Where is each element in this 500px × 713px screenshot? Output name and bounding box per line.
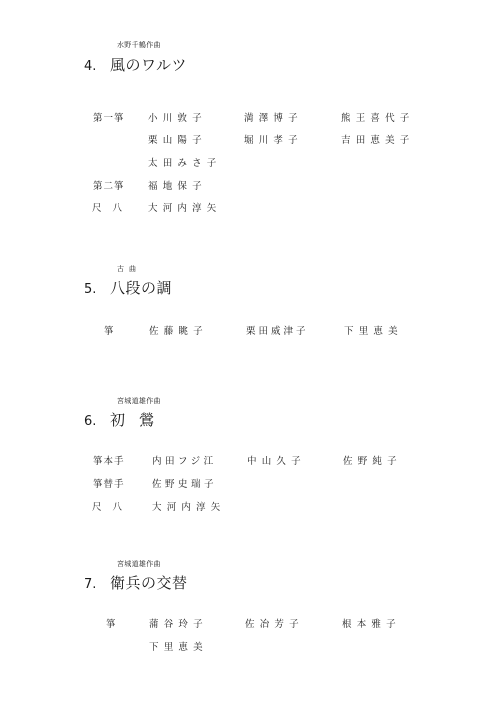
piece-heading	[84, 572, 188, 593]
piece-number: 4.	[84, 59, 97, 74]
instrument-label: 箏本手	[93, 456, 125, 467]
performer-row	[0, 499, 500, 515]
performer-name: 福地保子	[148, 181, 207, 192]
piece-heading	[84, 54, 187, 75]
performer-name: 大河内淳矢	[148, 203, 222, 214]
instrument-label: 箏	[104, 326, 115, 337]
instrument-label: 第一箏	[93, 113, 125, 124]
performer-name: 佐野純子	[343, 456, 402, 467]
performer-row	[0, 616, 500, 632]
piece-title: 八段の調	[110, 279, 173, 297]
instrument-label: 箏替手	[93, 479, 125, 490]
piece-title: 初鶯	[110, 411, 169, 429]
piece-number: 5.	[84, 282, 97, 297]
performer-row	[0, 639, 500, 655]
performer-name: 蒲谷玲子	[149, 619, 208, 630]
composer-credit: 古曲	[117, 265, 141, 273]
performer-name: 佐藤眺子	[149, 326, 208, 337]
performer-name: 根本雅子	[342, 619, 401, 630]
performer-name: 中山久子	[247, 456, 306, 467]
performer-name: 佐冶芳子	[245, 619, 304, 630]
performer-row	[0, 178, 500, 194]
performer-row	[0, 132, 500, 148]
performer-name: 下里恵美	[149, 642, 208, 653]
performer-row	[0, 476, 500, 492]
composer-credit: 水野千鶴作曲	[117, 41, 161, 49]
performer-name: 栗田威津子	[246, 326, 309, 337]
performer-row	[0, 323, 500, 339]
composer-credit: 宮城道雄作曲	[117, 560, 161, 568]
piece-number: 7.	[84, 577, 97, 592]
performer-name: 満澤博子	[244, 113, 303, 124]
instrument-label: 尺八	[92, 502, 134, 513]
instrument-label: 尺八	[92, 203, 134, 214]
performer-name: 栗山陽子	[148, 135, 207, 146]
piece-heading	[84, 277, 172, 298]
piece-heading	[84, 409, 168, 430]
piece-title: 衛兵の交替	[110, 574, 188, 592]
performer-name: 堀川孝子	[244, 135, 303, 146]
composer-credit: 宮城道雄作曲	[117, 397, 161, 405]
performer-row	[0, 200, 500, 216]
performer-name: 小川敦子	[148, 113, 207, 124]
piece-number: 6.	[84, 414, 97, 429]
performer-row	[0, 110, 500, 126]
instrument-label: 箏	[106, 619, 117, 630]
performer-name: 下里恵美	[344, 326, 403, 337]
performer-row	[0, 155, 500, 171]
performer-name: 熊王喜代子	[341, 113, 415, 124]
piece-title: 風のワルツ	[110, 56, 188, 74]
performer-name: 吉田恵美子	[341, 135, 415, 146]
performer-name: 内田フジ江	[152, 456, 217, 467]
performer-name: 大河内淳矢	[152, 502, 226, 513]
performer-name: 太田みさ子	[148, 158, 222, 169]
instrument-label: 第二箏	[93, 181, 125, 192]
performer-row	[0, 453, 500, 469]
performer-name: 佐野史瑞子	[152, 479, 218, 490]
